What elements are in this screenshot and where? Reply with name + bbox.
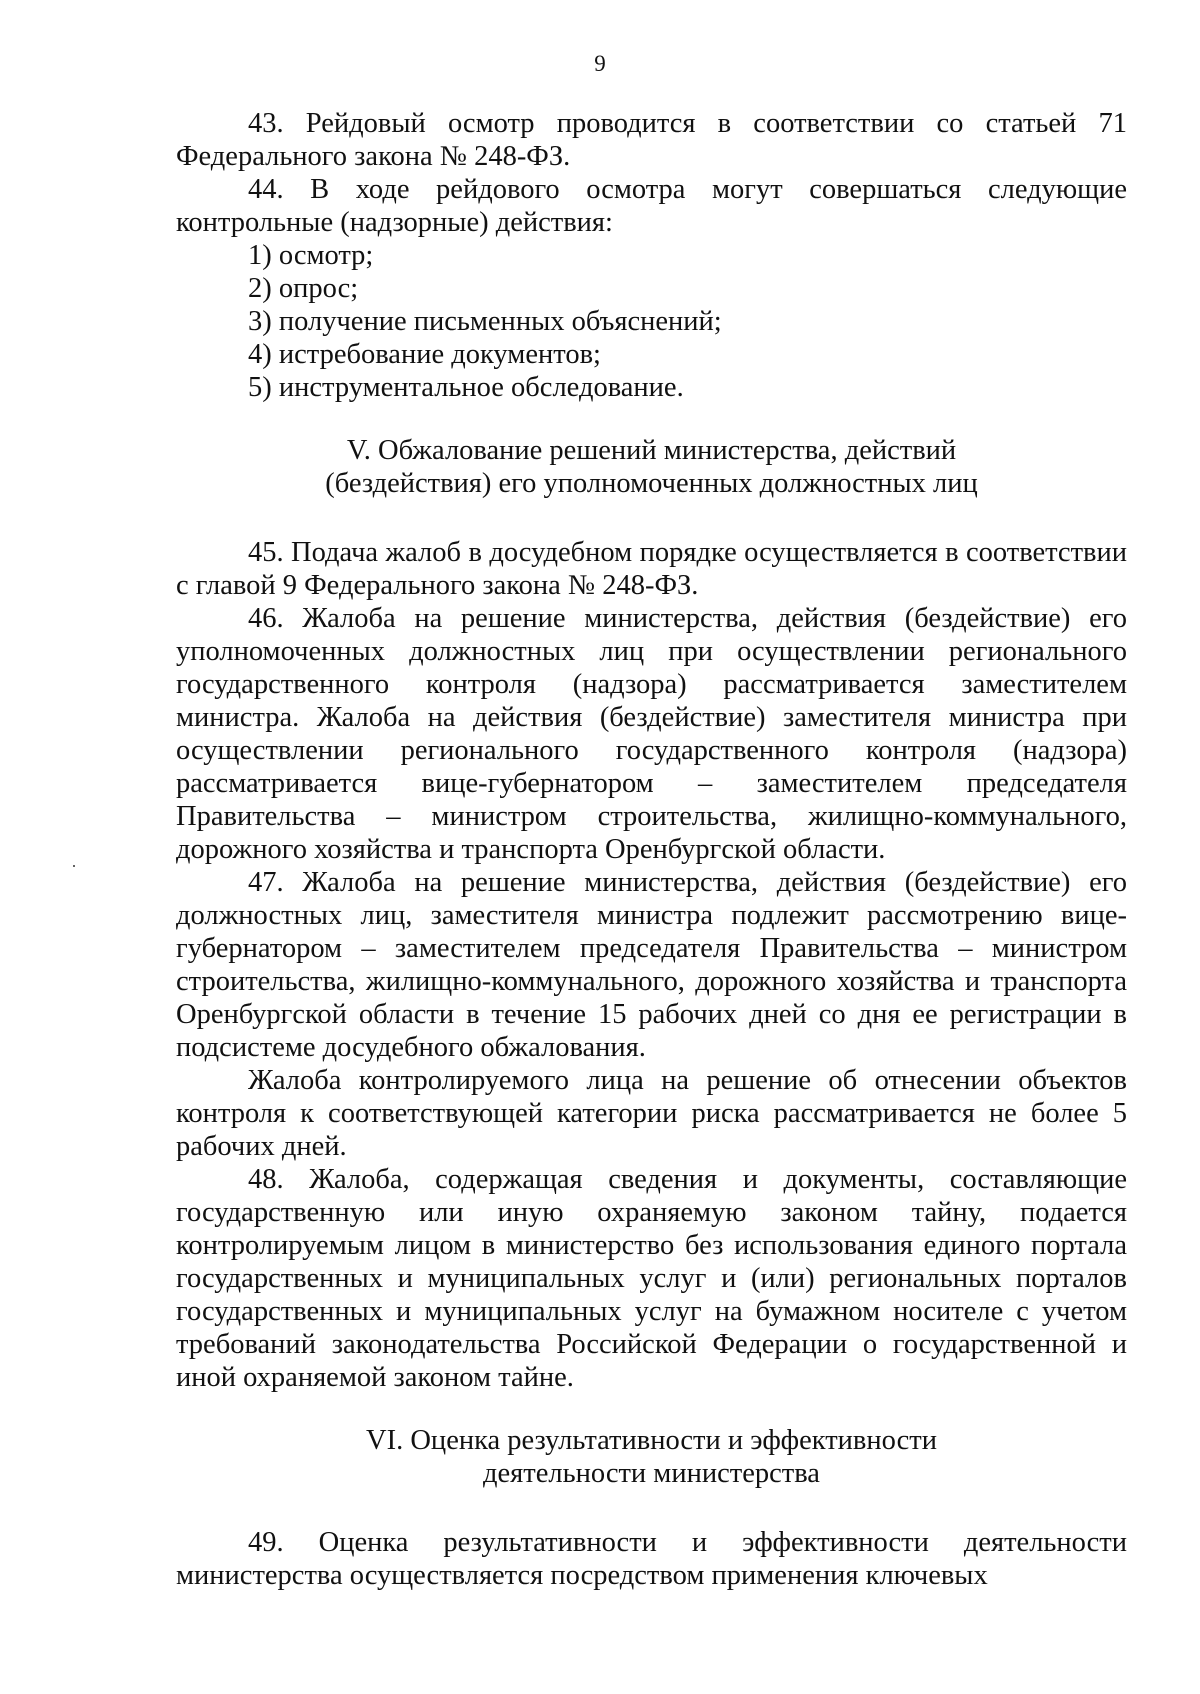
paragraph-47: 47. Жалоба на решение министерства, действия (бездействие) его должностных лиц, заместителя министра подлежит рассмотрению вице-губернатором – заместителем председателя Правительства – министром строительства, жилищно-коммунального, дорожного хозяйства и транспорта Оренбургской области в течение 15 рабочих дней со дня ее регистрации в подсистеме досудебного обжалования. [176, 867, 1127, 1063]
paragraph-44: 44. В ходе рейдового осмотра могут совершаться следующие контрольные (надзорные) действия: [176, 174, 1127, 238]
paragraph-47-continued: Жалоба контролируемого лица на решение об отнесении объектов контроля к соответствующей категории риска рассматривается не более 5 рабочих дней. [176, 1065, 1127, 1162]
section-heading-vi [176, 1424, 1127, 1490]
paragraph-45: 45. Подача жалоб в досудебном порядке осуществляется в соответствии с главой 9 Федерального закона № 248-ФЗ. [176, 537, 1127, 601]
scan-artifact-dot [73, 865, 75, 867]
list-item: 5) инструментальное обследование. [248, 372, 684, 403]
paragraph-48: 48. Жалоба, содержащая сведения и документы, составляющие государственную или иную охраняемую законом тайну, подается контролируемым лицом в министерство без использования единого портала государственных и муниципальных услуг и (или) региональных порталов государственных и муниципальных услуг на бумажном носителе с учетом требований законодательства Российской Федерации о государственной и иной охраняемой законом тайне. [176, 1164, 1127, 1393]
action-list [176, 239, 1127, 404]
list-item: 4) истребование документов; [248, 339, 601, 370]
page-number: 9 [594, 51, 606, 76]
document-body [176, 107, 1127, 1592]
paragraph-49: 49. Оценка результативности и эффективности деятельности министерства осуществляется посредством применения ключевых [176, 1527, 1127, 1591]
list-item: 3) получение письменных объяснений; [248, 306, 722, 337]
section-heading-v [176, 434, 1127, 500]
list-item: 2) опрос; [248, 273, 359, 304]
list-item: 1) осмотр; [248, 240, 374, 271]
section-heading-line: (бездействия) его уполномоченных должностных лиц [325, 468, 978, 499]
paragraph-43: 43. Рейдовый осмотр проводится в соответствии со статьей 71 Федерального закона № 248-ФЗ. [176, 108, 1127, 172]
paragraph-46: 46. Жалоба на решение министерства, действия (бездействие) его уполномоченных должностных лиц при осуществлении регионального государственного контроля (надзора) рассматривается заместителем министра. Жалоба на действия (бездействие) заместителя министра при осуществлении регионального государственного контроля (надзора) рассматривается вице-губернатором – заместителем председателя Правительства – министром строительства, жилищно-коммунального, дорожного хозяйства и транспорта Оренбургской области. [176, 603, 1127, 865]
section-heading-line: деятельности министерства [483, 1458, 820, 1489]
section-heading-line: V. Обжалование решений министерства, действий [346, 435, 957, 466]
section-heading-line: VI. Оценка результативности и эффективности [366, 1425, 937, 1456]
